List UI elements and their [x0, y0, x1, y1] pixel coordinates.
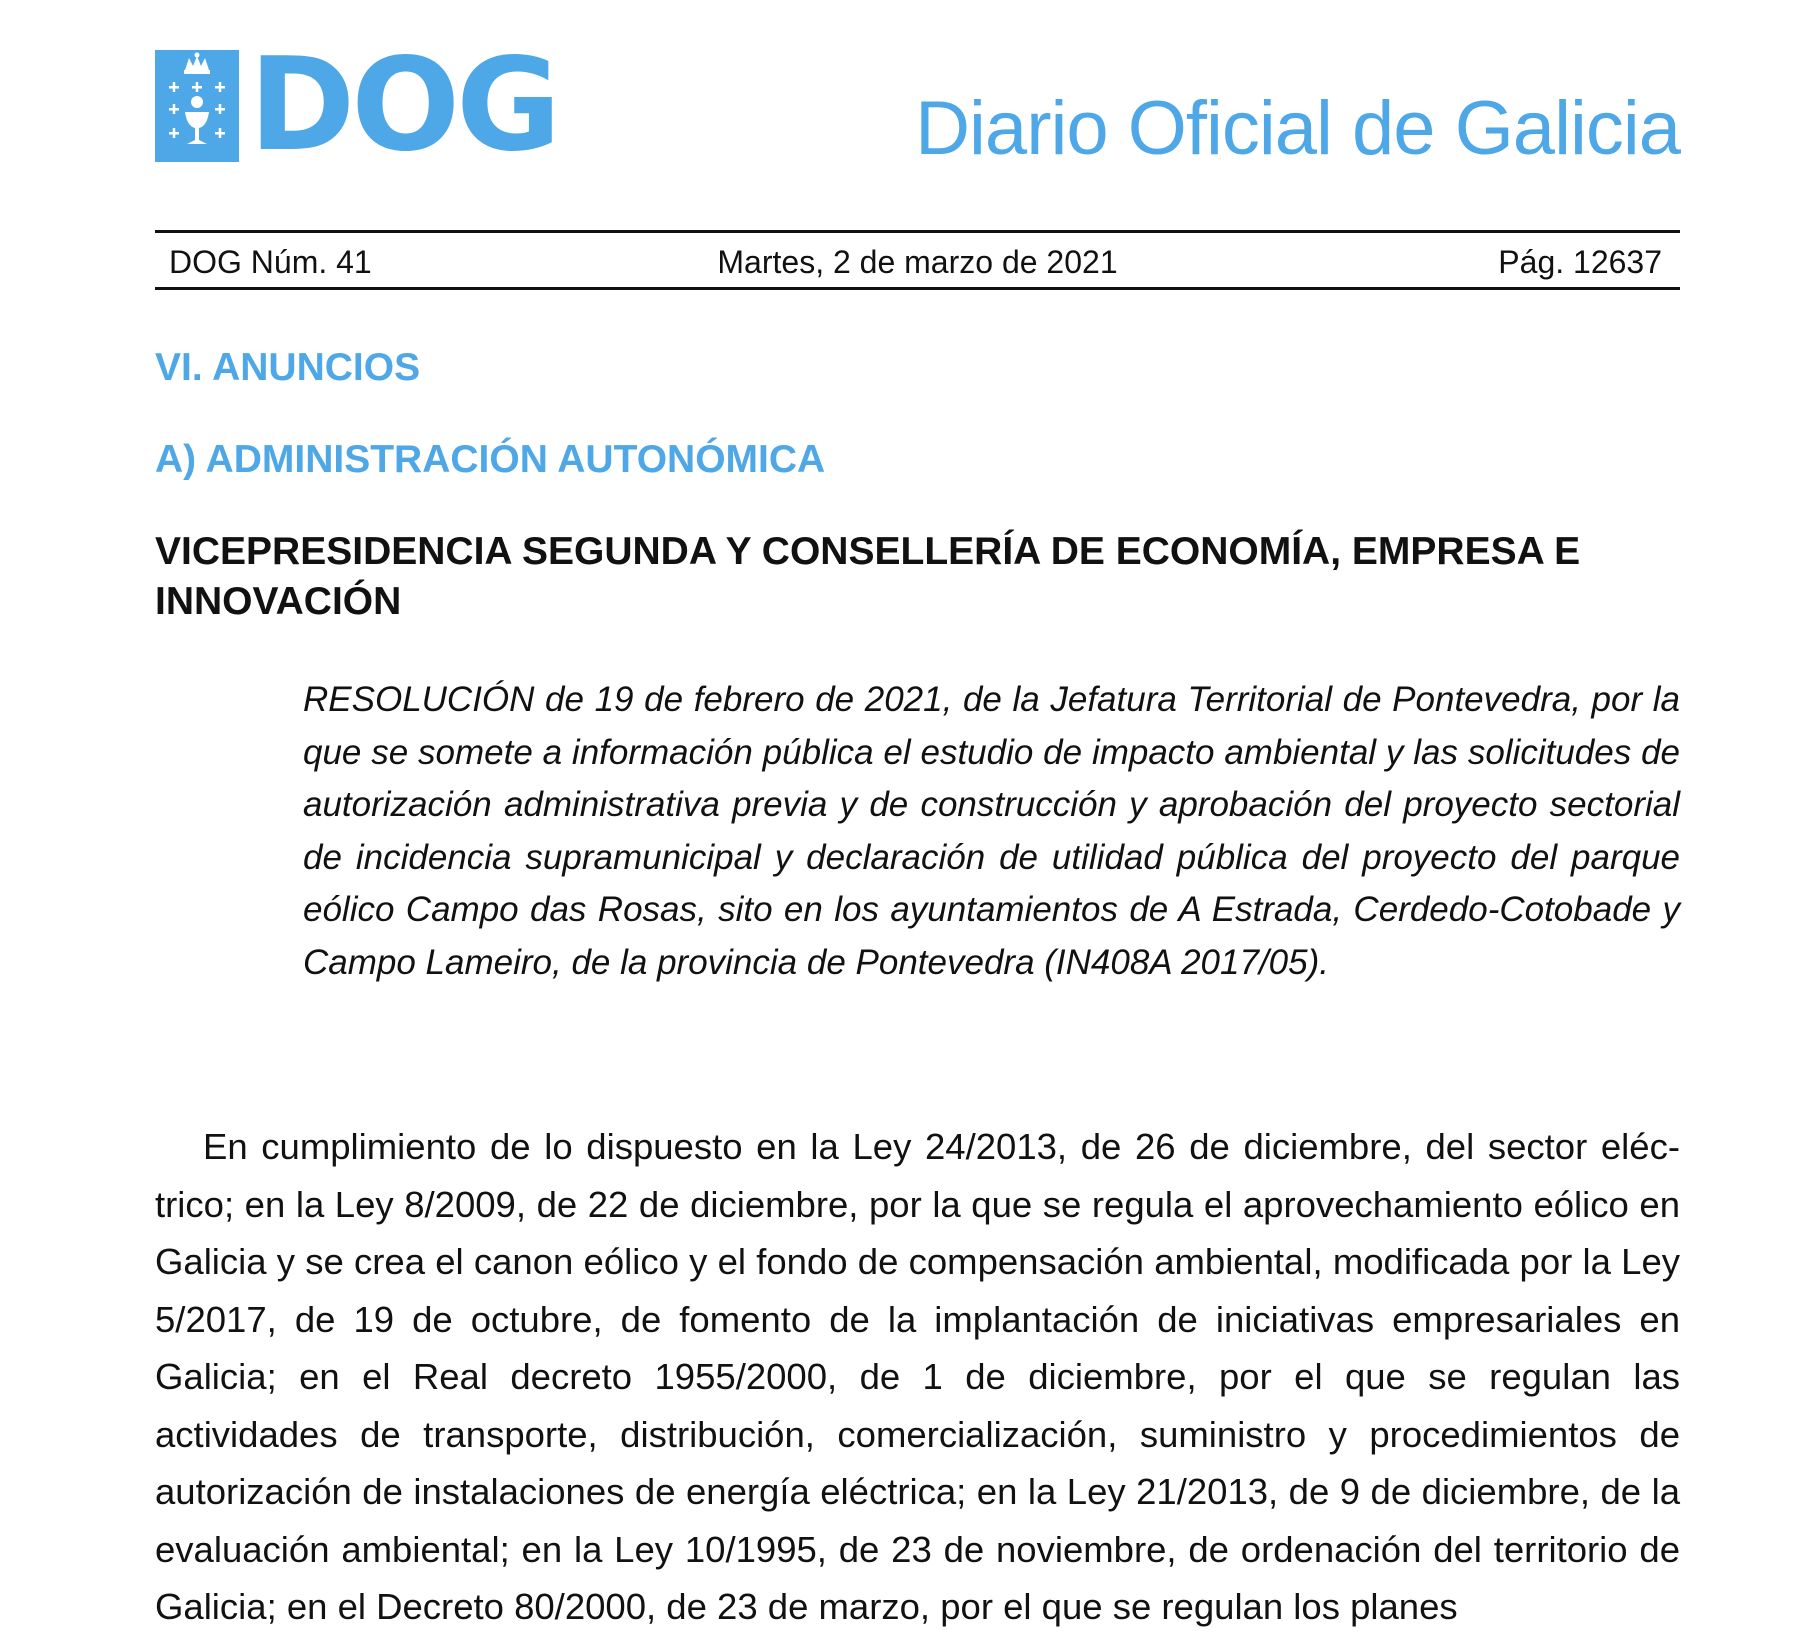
body-paragraph: En cumplimiento de lo dispuesto en la Ley 24/2013, de 26 de diciembre, del sector eléctrico; en la Ley 8/2009, de 22 de diciembre, por la que se regula el aprovechamiento eólico en Galicia y se crea el canon eólico y el fondo de compensación ambiental, modificada por la Ley 5/2017, de 19 de octubre, de fomento de la implantación de iniciativas empresariales en Galicia; en el Real decreto 1955/2000, de 1 de diciembre, por el que se regulan las actividades de transporte, distribución, comercialización, suministro y procedimientos de autorización de instalaciones de energía eléctrica; en la Ley 21/2013, de 9 de diciembre, de la evaluación ambiental; en la Ley 10/1995, de 23 de noviembre, de ordenación del territorio de Galicia; en el Decreto 80/2000, de 23 de marzo, por el que se regulan los planes: [155, 1126, 1680, 1627]
department-heading: VICEPRESIDENCIA SEGUNDA Y CONSELLERÍA DE ECONOMÍA, EMPRESA E INNOVACIÓN: [155, 530, 1581, 623]
publication-title: Diario Oficial de Galicia: [915, 86, 1680, 171]
issue-date: Martes, 2 de marzo de 2021: [717, 244, 1118, 280]
dog-logo: [155, 31, 558, 180]
section-heading: VI. ANUNCIOS: [155, 346, 421, 389]
issue-bar: [155, 230, 1680, 290]
masthead: [155, 31, 1680, 180]
resolution-summary: RESOLUCIÓN de 19 de febrero de 2021, de la Jefatura Territorial de Pontevedra, por la que se somete a información pública el estudio de impacto ambiental y las solicitudes de autorización administrativa previa y de construcción y aprobación del proyecto sectorial de incidencia supramunicipal y declaración de utilidad pública del proyecto del parque eólico Campo das Rosas, sito en los ayuntamientos de A Estrada, Cerdedo-Cotobade y Campo Lameiro, de la provincia de Pontevedra (IN408A 2017/05).: [303, 680, 1680, 982]
subsection-heading: A) ADMINISTRACIÓN AUTONÓMICA: [155, 438, 826, 481]
issue-number: DOG Núm. 41: [169, 244, 372, 280]
document-page: [155, 0, 1680, 1627]
page-number: Pág. 12637: [1498, 244, 1662, 280]
logo-text: DOG: [249, 31, 558, 180]
galicia-emblem-icon: [155, 50, 239, 162]
